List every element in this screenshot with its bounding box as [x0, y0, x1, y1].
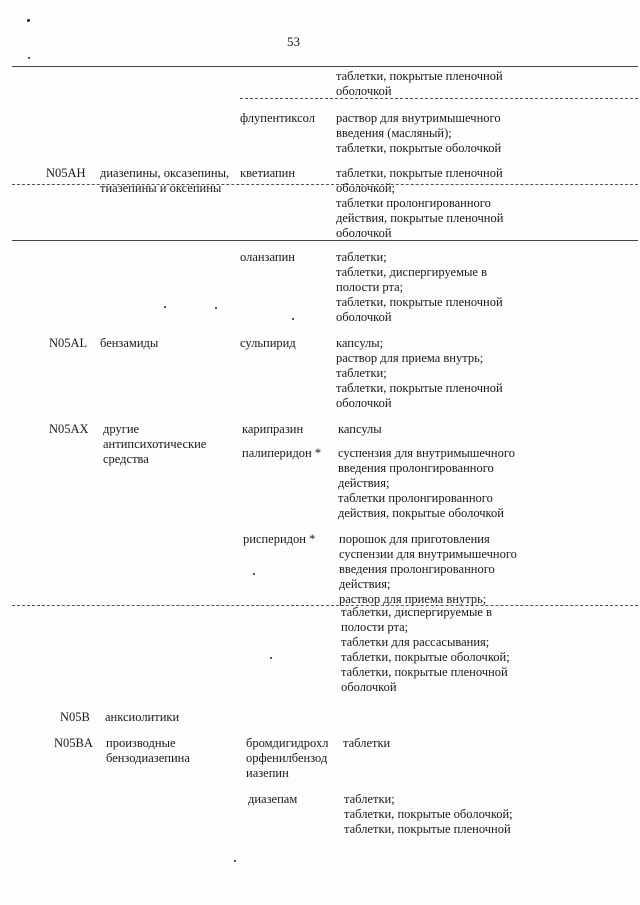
dosage-form: суспензия для внутримышечного [338, 446, 515, 460]
dosage-form: раствор для внутримышечного [336, 111, 501, 125]
drug-name: кветиапин [240, 166, 296, 180]
dosage-form: таблетки; [336, 250, 387, 264]
dosage-form: таблетки; [344, 792, 395, 806]
dosage-form: таблетки, диспергируемые в [336, 265, 487, 279]
dosage-form: таблетки [343, 736, 391, 750]
dosage-form: введения пролонгированного [339, 562, 495, 576]
dosage-form: введения (масляный); [336, 126, 452, 140]
dosage-form: таблетки пролонгированного [336, 196, 491, 210]
dosage-form: действия; [339, 577, 391, 591]
row-divider [240, 98, 638, 99]
atc-code: N05B [60, 710, 90, 724]
group-name: производные [106, 736, 176, 750]
dosage-form: таблетки; [336, 366, 387, 380]
dosage-form: таблетки, покрытые пленочной [336, 69, 503, 83]
dosage-form: таблетки, покрытые пленочной [341, 665, 508, 679]
scan-speck [292, 318, 294, 320]
scan-speck [253, 573, 255, 575]
dosage-form: раствор для приема внутрь; [336, 351, 484, 365]
dosage-form: таблетки, покрытые оболочкой [336, 141, 502, 155]
group-name: другие [103, 422, 140, 436]
scan-speck [215, 307, 217, 309]
scan-speck [28, 57, 30, 59]
dosage-form: таблетки, покрытые пленочной [336, 166, 503, 180]
drug-name: карипразин [242, 422, 304, 436]
dosage-form: действия, покрытые оболочкой [338, 506, 504, 520]
group-name: тиазепины и оксепины [100, 181, 222, 195]
scan-speck [270, 657, 272, 659]
group-name: бензамиды [100, 336, 159, 350]
drug-name: орфенилбензод [246, 751, 328, 765]
group-name: антипсихотические [103, 437, 207, 451]
row-divider [12, 66, 638, 67]
group-name: средства [103, 452, 149, 466]
group-name: анксиолитики [105, 710, 180, 724]
dosage-form: таблетки, покрытые оболочкой; [344, 807, 513, 821]
dosage-form: капсулы [338, 422, 382, 436]
drug-name: иазепин [246, 766, 289, 780]
group-name: диазепины, оксазепины, [100, 166, 230, 180]
dosage-form: таблетки, покрытые оболочкой; [341, 650, 510, 664]
dosage-form: раствор для приема внутрь; [339, 592, 487, 606]
drug-name: бромдигидрохл [246, 736, 329, 750]
dosage-form: суспензии для внутримышечного [339, 547, 517, 561]
dosage-form: введения пролонгированного [338, 461, 494, 475]
dosage-form: полости рта; [341, 620, 409, 634]
drug-name: сульпирид [240, 336, 296, 350]
drug-name: оланзапин [240, 250, 295, 264]
dosage-form: таблетки, диспергируемые в [341, 605, 492, 619]
atc-code: N05AX [49, 422, 89, 436]
drug-name: диазепам [248, 792, 298, 806]
dosage-form: действия; [338, 476, 390, 490]
dosage-form: оболочкой [341, 680, 397, 694]
dosage-form: порошок для приготовления [339, 532, 490, 546]
dosage-form: оболочкой [336, 226, 392, 240]
dosage-form: оболочкой [336, 396, 392, 410]
drug-name: палиперидон * [242, 446, 322, 460]
dosage-form: оболочкой; [336, 181, 395, 195]
dosage-form: полости рта; [336, 280, 404, 294]
dosage-form: таблетки для рассасывания; [341, 635, 490, 649]
scan-speck [234, 860, 236, 862]
row-divider [12, 605, 638, 606]
dosage-form: таблетки, покрытые пленочной [336, 295, 503, 309]
scan-speck [164, 306, 166, 308]
atc-code: N05AL [49, 336, 88, 350]
dosage-form: оболочкой [336, 310, 392, 324]
dosage-form: оболочкой [336, 84, 392, 98]
scan-speck [27, 19, 30, 22]
dosage-form: таблетки пролонгированного [338, 491, 493, 505]
dosage-form: таблетки, покрытые пленочной [336, 381, 503, 395]
dosage-form: капсулы; [336, 336, 384, 350]
group-name: бензодиазепина [106, 751, 190, 765]
dosage-form: таблетки, покрытые пленочной [344, 822, 511, 836]
atc-code: N05AH [46, 166, 86, 180]
drug-name: рисперидон * [243, 532, 316, 546]
page-number: 53 [287, 34, 300, 49]
dosage-form: действия, покрытые пленочной [336, 211, 504, 225]
drug-name: флупентиксол [240, 111, 315, 125]
row-divider [12, 240, 638, 241]
atc-code: N05BA [54, 736, 93, 750]
